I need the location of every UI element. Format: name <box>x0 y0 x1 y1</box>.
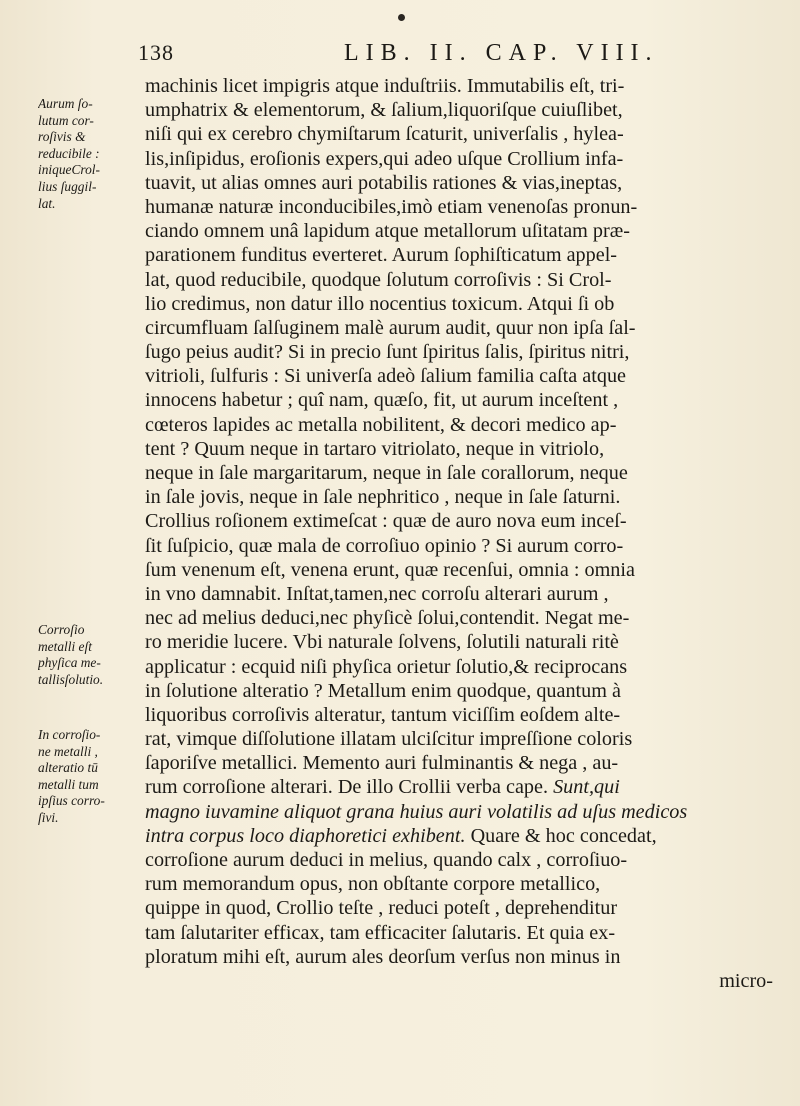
margin-note-line: ne metalli , <box>38 743 98 759</box>
text-line <box>145 775 781 799</box>
ink-spot <box>398 14 405 21</box>
text-line: in vno damnabit. Inſtat,tamen,nec corroſu alterari aurum , <box>145 582 609 605</box>
text-line: parationem funditus everteret. Aurum ſophiſticatum appel- <box>145 244 618 267</box>
page-header <box>0 40 800 74</box>
text-line: circumfluam ſalſuginem malè aurum audit, quur non ipſa ſal- <box>145 316 636 339</box>
margin-note-line: lutum cor- <box>38 112 94 128</box>
margin-note-line: reducibile : <box>38 145 100 161</box>
margin-note-line: metalli eſt <box>38 638 92 654</box>
text-line: neque in ſale margaritarum, neque in ſale corallorum, neque <box>145 462 628 484</box>
quotation-italic: Sunt,qui <box>553 776 620 799</box>
text-line: tam ſalutariter efficax, tam efficaciter ſalutaris. Et quia ex- <box>145 921 616 944</box>
margin-note-line: In corroſio- <box>38 727 101 742</box>
text-line: humanæ naturæ inconducibiles,imò etiam venenoſas pronun- <box>145 195 638 218</box>
margin-note-line: tallisſolutio. <box>38 671 104 687</box>
text-line: lis,inſipidus, eroſionis expers,qui adeo uſque Crollium infa- <box>145 147 624 170</box>
text-line: cœteros lapides ac metalla nobilitent, & decori medico ap- <box>145 413 617 436</box>
margin-note <box>38 727 144 827</box>
text-line: in ſale jovis, neque in ſale nephritico , neque in ſale ſaturni. <box>145 486 621 509</box>
margin-note-line: iniqueCrol- <box>38 162 100 178</box>
text-line: nec ad melius deduci,nec phyſicè ſolui,contendit. Negat me- <box>145 607 630 630</box>
text-line: applicatur : ecquid niſi phyſica orietur ſolutio,& reciprocans <box>145 655 628 678</box>
margin-note-line: roſivis & <box>38 129 86 145</box>
text-line: Crollius roſionem extimeſcat : quæ de auro nova eum inceſ- <box>145 510 627 533</box>
text-line: vitrioli, ſulfuris : Si univerſa adeò ſalium familia caſta atque <box>145 365 627 388</box>
running-head: LIB. II. CAP. VIII. <box>344 40 659 66</box>
margin-note-line: alteratio tū <box>38 760 98 776</box>
text-line: in ſolutione alteratio ? Metallum enim quodque, quantum à <box>145 679 621 702</box>
text-line: ciando omnem unâ lapidum atque metallorum uſitatam præ- <box>145 220 630 243</box>
text-line-end: Quare & hoc concedat, <box>465 824 657 847</box>
margin-note-line: ſivi. <box>38 809 59 825</box>
margin-note <box>38 622 144 688</box>
main-text <box>145 74 781 993</box>
text-line: lat, quod reducibile, quodque ſolutum corroſivis : Si Crol- <box>145 268 612 291</box>
text-line: quippe in quod, Crollio teſte , reduci poteſt , deprehenditur <box>145 897 618 920</box>
margin-note-line: ipſius corro- <box>38 793 105 809</box>
text-line: rat, vimque diſſolutione illatam ulciſcitur impreſſione coloris <box>145 728 633 751</box>
margin-note-line: Aurum ſo- <box>38 96 93 111</box>
text-line: ſum venenum eſt, venena erunt, quæ recenſui, omnia : omnia <box>145 558 635 581</box>
text-line: ſit ſuſpicio, quæ mala de corroſiuo opinio ? Si aurum corro- <box>145 534 624 557</box>
text-line-start: rum corroſione alterari. De illo Crollii verba cape. <box>145 776 554 799</box>
text-line: innocens habetur ; quî nam, quæſo, fit, ut aurum inceſtent , <box>145 389 619 412</box>
text-line: lio credimus, non datur illo nocentius toxicum. Atqui ſi ob <box>145 292 615 315</box>
text-line: tuavit, ut alias omnes auri potabilis rationes & vias,ineptas, <box>145 171 623 194</box>
page-number: 138 <box>138 40 174 65</box>
text-line: tent ? Quum neque in tartaro vitriolato, neque in vitriolo, <box>145 437 605 460</box>
catchword: micro- <box>719 969 773 992</box>
text-line: ploratum mihi eſt, aurum ales deorſum verſus non minus in <box>145 945 621 968</box>
margin-note-line: Corroſio <box>38 622 85 637</box>
quotation-italic: intra corpus loco diaphoretici exhibent. <box>145 824 466 847</box>
margin-note <box>38 96 144 212</box>
text-line <box>145 824 781 848</box>
text-line: umphatrix & elementorum, & ſalium,liquoriſque cuiuſlibet, <box>145 99 623 122</box>
text-line: machinis licet impigris atque induſtriis. Immutabilis eſt, tri- <box>145 75 625 97</box>
text-line <box>145 800 781 824</box>
margin-note-line: phyſica me- <box>38 655 101 671</box>
text-line: liquoribus corroſivis alteratur, tantum viciſſim eoſdem alte- <box>145 703 621 726</box>
text-line: niſi qui ex cerebro chymiſtarum ſcaturit, univerſalis , hylea- <box>145 123 624 146</box>
text-line: ſugo peius audit? Si in precio ſunt ſpiritus ſalis, ſpiritus nitri, <box>145 341 630 364</box>
margin-note-line: lius ſuggil- <box>38 178 97 194</box>
quotation-italic: magno iuvamine aliquot grana huius auri volatilis ad uſus medicos <box>145 800 688 823</box>
text-line: corroſione aurum deduci in melius, quando calx , corroſiuo- <box>145 849 628 871</box>
text-line: rum memorandum opus, non obſtante corpore metallico, <box>145 873 601 896</box>
text-line: ſaporiſve metallici. Memento auri fulminantis & nega , au- <box>145 752 619 775</box>
margin-note-line: metalli tum <box>38 776 99 792</box>
text-line: ro meridie lucere. Vbi naturale ſolvens, ſolutili naturali ritè <box>145 631 619 654</box>
margin-note-line: lat. <box>38 195 56 211</box>
